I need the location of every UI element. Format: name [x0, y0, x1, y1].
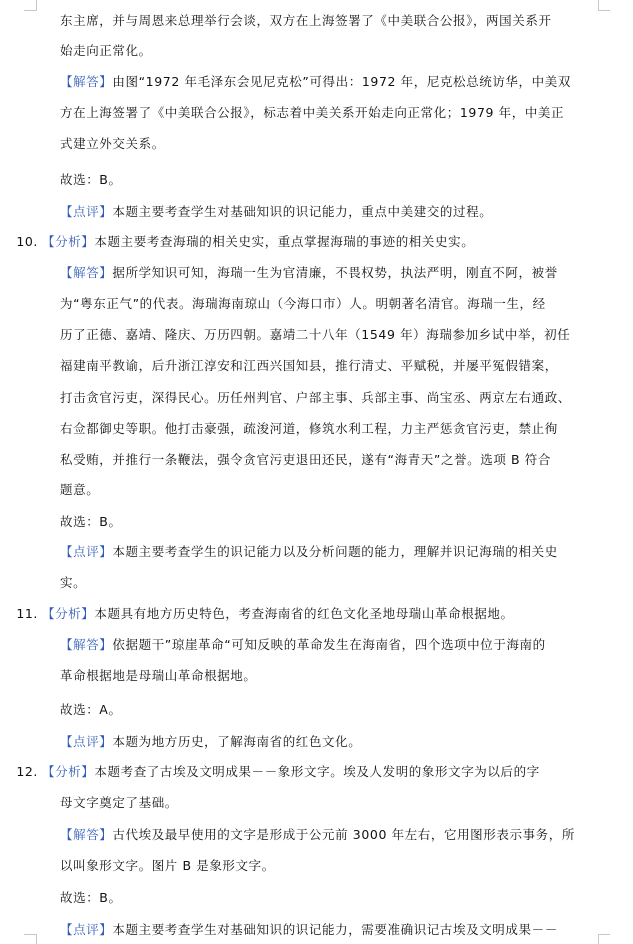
text-line [4, 764, 540, 780]
body-text: 题意。 [60, 482, 100, 497]
section-tag: 【点评】 [60, 544, 113, 559]
body-text: 本题考查了古埃及文明成果－－象形文字。埃及人发明的象形文字为以后的字 [94, 764, 540, 779]
text-line [60, 514, 122, 530]
text-line [60, 390, 571, 406]
body-text: 本题为地方历史，了解海南省的红色文化。 [112, 734, 362, 749]
body-text: 据所学知识可知，海瑞一生为官清廉，不畏权势，执法严明，刚直不阿，被誉 [112, 265, 558, 280]
body-text: 式建立外交关系。 [60, 136, 165, 151]
text-line [60, 734, 361, 750]
section-tag: 【分析】 [42, 764, 95, 779]
crop-mark-top-left-v [36, 0, 37, 11]
body-text: 私受贿，并推行一条鞭法，强令贪官污吏退田还民，遂有“海青天”之誉。选项 B 符合 [60, 452, 551, 467]
body-text: 方在上海签署了《中美联合公报》，标志着中美关系开始走向正常化；1979 年，中美正 [60, 105, 565, 120]
body-text: 革命根据地是母瑞山革命根据地。 [60, 668, 257, 683]
section-tag: 【解答】 [60, 827, 113, 842]
text-line [60, 74, 571, 90]
crop-mark-bottom-right-h [598, 934, 610, 935]
section-tag: 【分析】 [42, 606, 95, 621]
text-line [60, 544, 558, 560]
text-line [60, 421, 558, 437]
text-line [60, 43, 152, 59]
body-text: 母文字奠定了基础。 [60, 795, 178, 810]
text-line [60, 668, 257, 684]
section-tag: 【点评】 [60, 204, 113, 219]
body-text: 福建南平教谕，后升浙江淳安和江西兴国知县，推行清丈、平赋税，并屡平冤假错案， [60, 358, 558, 373]
text-line [60, 890, 122, 906]
crop-mark-top-left-h [24, 10, 36, 11]
body-text: 始走向正常化。 [60, 43, 152, 58]
crop-mark-bottom-left-h [24, 934, 36, 935]
text-line [60, 922, 558, 938]
body-text: 故选：B。 [60, 172, 122, 187]
text-line [60, 172, 122, 188]
text-line [60, 358, 558, 374]
text-line [60, 13, 552, 29]
body-text: 由图“1972 年毛泽东会见尼克松”可得出：1972 年，尼克松总统访华，中美双 [112, 74, 571, 89]
section-tag: 【解答】 [60, 637, 113, 652]
item-number: 11. [16, 606, 38, 621]
text-line [60, 265, 558, 281]
text-line [60, 296, 546, 312]
text-line [60, 702, 122, 718]
body-text: 东主席，并与周恩来总理举行会谈，双方在上海签署了《中美联合公报》，两国关系开 [60, 13, 552, 28]
body-text: 故选：B。 [60, 514, 122, 529]
text-line [4, 606, 514, 622]
body-text: 历了正德、嘉靖、隆庆、万历四朝。嘉靖二十八年（1549 年）海瑞参加乡试中举，初任 [60, 327, 571, 342]
body-text: 本题主要考查学生对基础知识的识记能力，需要准确识记古埃及文明成果－－ [112, 922, 558, 937]
body-text: 本题具有地方历史特色，考查海南省的红色文化圣地母瑞山革命根据地。 [94, 606, 514, 621]
text-line [60, 575, 86, 591]
body-text: 依据题干”琼崖革命“可知反映的革命发生在海南省，四个选项中位于海南的 [112, 637, 546, 652]
text-line [60, 795, 178, 811]
text-line [60, 482, 99, 498]
body-text: 本题主要考查海瑞的相关史实，重点掌握海瑞的事迹的相关史实。 [94, 234, 475, 249]
body-text: 为“粤东正气”的代表。海瑞海南琼山（今海口市）人。明朝著名清官。海瑞一生，经 [60, 296, 546, 311]
crop-mark-bottom-left-v [36, 934, 37, 944]
body-text: 古代埃及最早使用的文字是形成于公元前 3000 年左右，它用图形表示事务，所 [112, 827, 575, 842]
text-line [60, 637, 546, 653]
body-text: 本题主要考查学生的识记能力以及分析问题的能力，理解并识记海瑞的相关史 [112, 544, 558, 559]
section-tag: 【解答】 [60, 74, 113, 89]
text-line [60, 858, 275, 874]
text-line [60, 827, 575, 843]
section-tag: 【解答】 [60, 265, 113, 280]
crop-mark-bottom-right-v [598, 934, 599, 944]
body-text: 实。 [60, 575, 87, 590]
section-tag: 【点评】 [60, 922, 113, 937]
text-line [60, 452, 551, 468]
body-text: 右佥都御史等职。他打击豪强，疏浚河道，修筑水利工程，力主严惩贪官污吏，禁止徇 [60, 421, 558, 436]
body-text: 打击贪官污吏，深得民心。历任州判官、户部主事、兵部主事、尚宝丞、两京左右通政、 [60, 390, 571, 405]
body-text: 故选：B。 [60, 890, 122, 905]
item-number: 12. [16, 764, 38, 779]
body-text: 故选：A。 [60, 702, 122, 717]
body-text: 以叫象形文字。图片 B 是象形文字。 [60, 858, 275, 873]
text-line [60, 327, 570, 343]
text-line [4, 234, 474, 250]
text-line [60, 204, 492, 220]
text-line [60, 105, 564, 121]
item-number: 10. [16, 234, 38, 249]
text-line [60, 136, 165, 152]
section-tag: 【分析】 [42, 234, 95, 249]
section-tag: 【点评】 [60, 734, 113, 749]
body-text: 本题主要考查学生对基础知识的识记能力，重点中美建交的过程。 [112, 204, 493, 219]
crop-mark-top-right-h [598, 10, 610, 11]
crop-mark-top-right-v [598, 0, 599, 11]
